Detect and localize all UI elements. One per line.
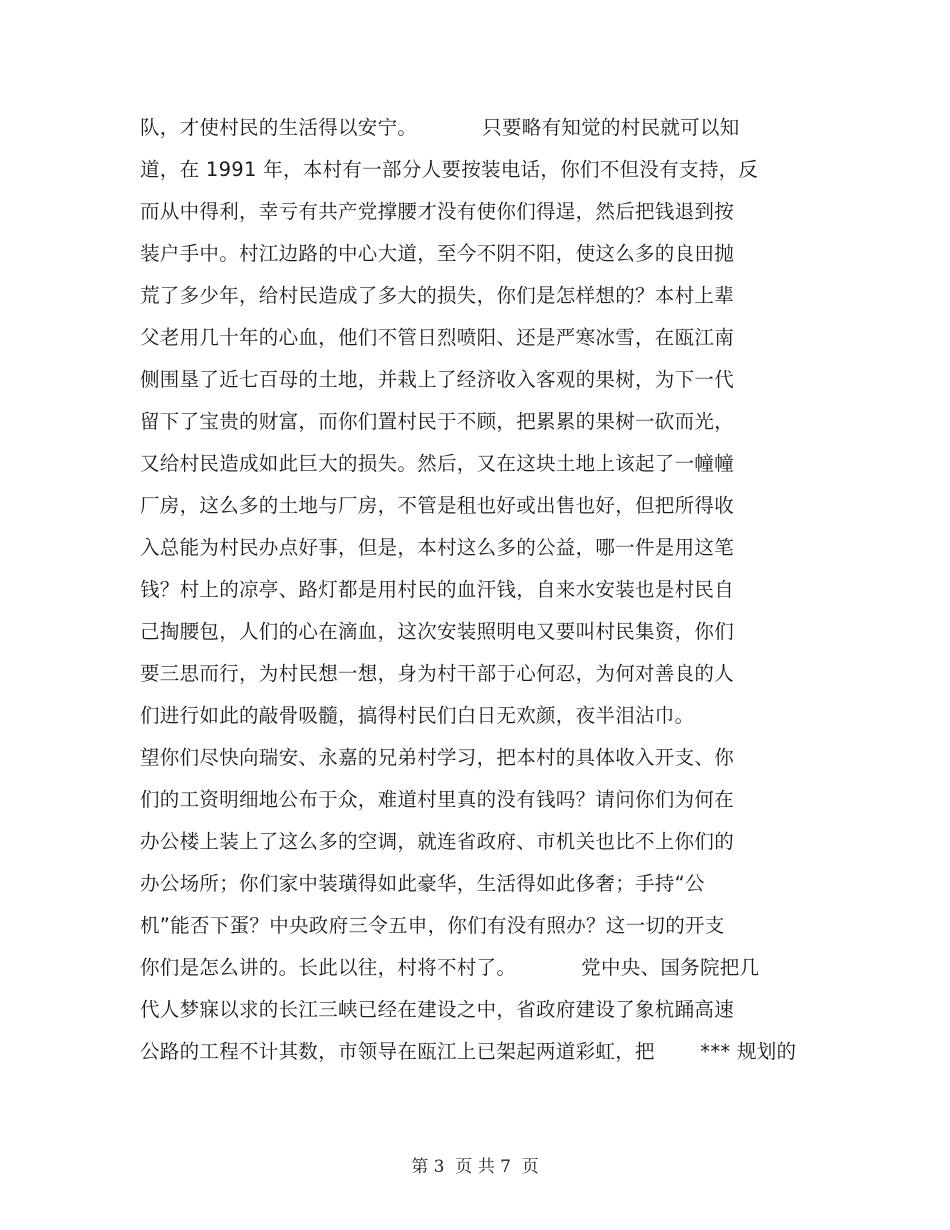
text-line: 你们是怎么讲的。长此以往，村将不村了。 党中央、国务院把几 (140, 956, 760, 979)
text-line: 而从中得利，幸亏有共产党撑腰才没有使你们得逞，然后把钱退到按 (140, 200, 735, 223)
page-number-footer: 第 3 页 共 7 页 (411, 1157, 539, 1177)
text-line: 厂房，这么多的土地与厂房，不管是租也好或出售也好，但把所得收 (140, 494, 735, 517)
text-line: 父老用几十年的心血，他们不管日烈喷阳、还是严寒冰雪，在瓯江南 (140, 326, 735, 349)
text-line: 机”能否下蛋？中央政府三令五申，你们有没有照办？这一切的开支 (140, 914, 725, 937)
text-line: 道，在 1991 年，本村有一部分人要按装电话，你们不但没有支持，反 (140, 158, 759, 181)
text-line: 钱？村上的凉亭、路灯都是用村民的血汗钱，自来水安装也是村民自 (140, 578, 735, 601)
text-line: 又给村民造成如此巨大的损失。然后，又在这块土地上该起了一幢幢 (140, 452, 735, 475)
text-line: 己掏腰包，人们的心在滴血，这次安装照明电又要叫村民集资，你们 (140, 620, 735, 643)
text-line: 留下了宝贵的财富，而你们置村民于不顾，把累累的果树一砍而光， (140, 410, 735, 433)
text-line: 队，才使村民的生活得以安宁。 只要略有知觉的村民就可以知 (140, 116, 740, 139)
text-line: 办公场所；你们家中装璜得如此豪华，生活得如此侈奢；手持“公 (140, 872, 705, 895)
text-line: 代人梦寐以求的长江三峡已经在建设之中，省政府建设了象杭踊高速 (140, 998, 735, 1021)
text-line: 侧围垦了近七百母的土地，并栽上了经济收入客观的果树，为下一代 (140, 368, 735, 391)
text-line: 入总能为村民办点好事，但是，本村这么多的公益，哪一件是用这笔 (140, 536, 735, 559)
text-line: 们进行如此的敲骨吸髓，搞得村民们白日无欢颜，夜半泪沾巾。 (140, 704, 695, 727)
text-line: 装户手中。村江边路的中心大道，至今不阴不阳，使这么多的良田抛 (140, 242, 735, 265)
text-line: 办公楼上装上了这么多的空调，就连省政府、市机关也比不上你们的 (140, 830, 735, 853)
text-line: 荒了多少年，给村民造成了多大的损失，你们是怎样想的？本村上辈 (140, 284, 735, 307)
text-line: 们的工资明细地公布于众，难道村里真的没有钱吗？请问你们为何在 (140, 788, 735, 811)
text-line: 望你们尽快向瑞安、永嘉的兄弟村学习，把本村的具体收入开支、你 (140, 746, 735, 769)
text-line: 要三思而行，为村民想一想，身为村干部于心何忍，为何对善良的人 (140, 662, 735, 685)
text-line: 公路的工程不计其数，市领导在瓯江上已架起两道彩虹，把 *** 规划的 (140, 1040, 797, 1063)
